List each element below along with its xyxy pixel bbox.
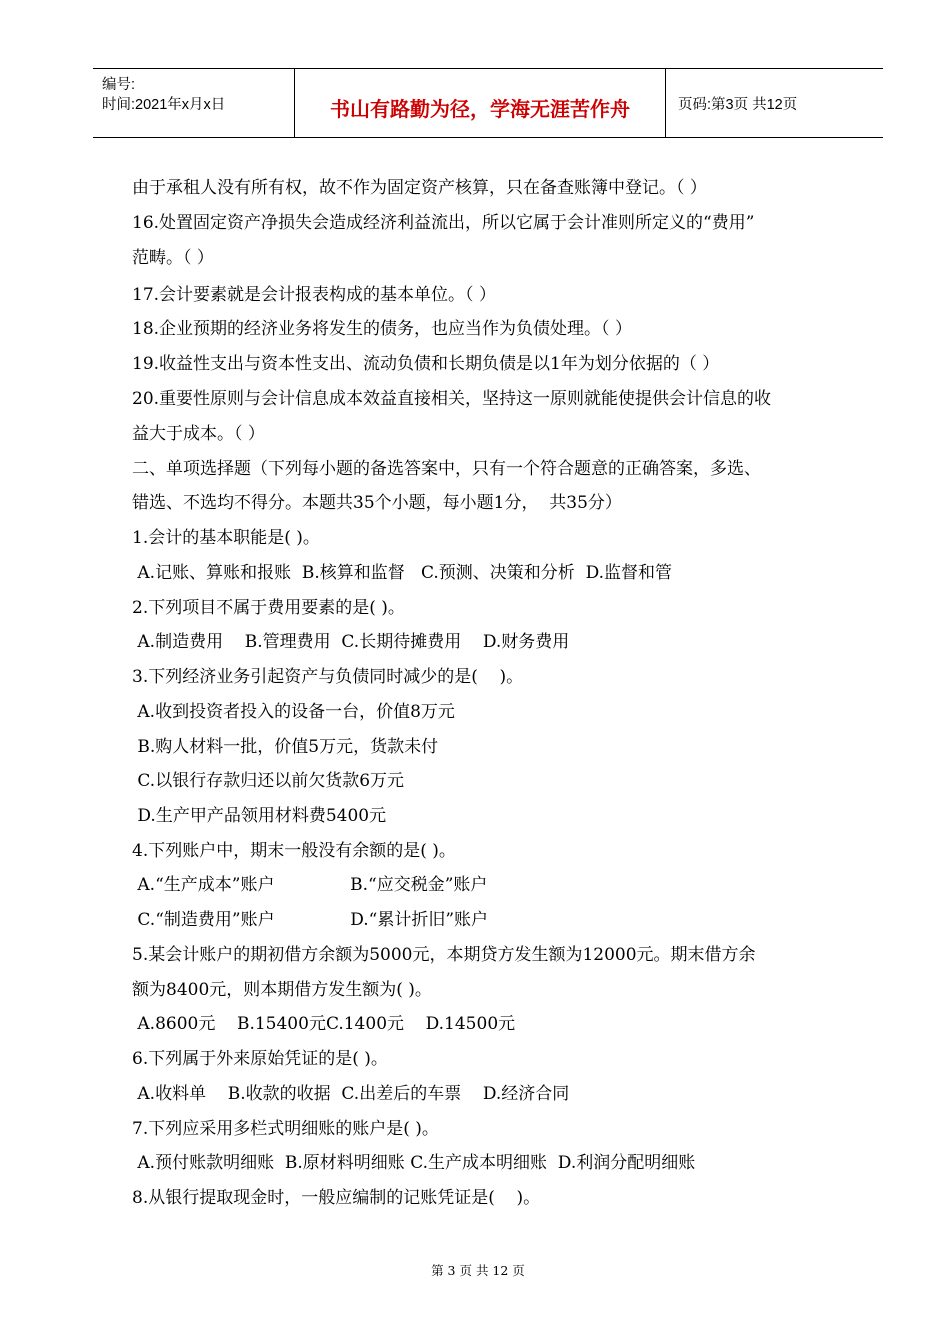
- answer-options: A.收料单 B.收款的收据 C.出差后的车票 D.经济合同: [132, 1084, 570, 1104]
- text-line: 16.处置固定资产净损失会造成经济利益流出，所以它属于会计准则所定义的“费用”: [132, 213, 755, 233]
- answer-option: B.购人材料一批，价值5万元，货款未付: [132, 737, 439, 757]
- header-page-number: 页码:第3页 共12页: [678, 97, 798, 113]
- question-stem: 2.下列项目不属于费用要素的是( )。: [132, 598, 405, 618]
- answer-options: A.“生产成本”账户 B.“应交税金”账户: [132, 875, 488, 895]
- text-line: 18.企业预期的经济业务将发生的债务，也应当作为负债处理。（ ）: [132, 319, 632, 339]
- answer-option: A.收到投资者投入的设备一台，价值8万元: [132, 702, 455, 722]
- document-number-label: 编号:: [102, 77, 136, 93]
- answer-options: C.“制造费用”账户 D.“累计折旧”账户: [132, 910, 489, 930]
- answer-options: A.预付账款明细账 B.原材料明细账 C.生产成本明细账 D.利润分配明细账: [132, 1153, 696, 1173]
- question-stem: 4.下列账户中，期末一般没有余额的是( )。: [132, 841, 456, 861]
- question-stem: 3.下列经济业务引起资产与负债同时减少的是( )。: [132, 667, 524, 687]
- text-line: 20.重要性原则与会计信息成本效益直接相关，坚持这一原则就能使提供会计信息的收: [132, 389, 772, 409]
- text-line: 由于承租人没有所有权，故不作为固定资产核算，只在备查账簿中登记。（ ）: [132, 178, 707, 198]
- answer-option: C.以银行存款归还以前欠货款6万元: [132, 771, 405, 791]
- answer-options: A.8600元 B.15400元C.1400元 D.14500元: [132, 1014, 516, 1034]
- document-time-label: 时间:2021年x月x日: [102, 97, 226, 113]
- answer-options: A.记账、算账和报账 B.核算和监督 C.预测、决策和分析 D.监督和管: [132, 563, 673, 583]
- text-line: 17.会计要素就是会计报表构成的基本单位。（ ）: [132, 285, 496, 305]
- page-footer: [0, 1246, 950, 1294]
- text-line: 益大于成本。（ ）: [132, 424, 265, 444]
- question-stem: 8.从银行提取现金时，一般应编制的记账凭证是( )。: [132, 1188, 541, 1208]
- question-stem: 7.下列应采用多栏式明细账的账户是( )。: [132, 1119, 439, 1139]
- answer-option: D.生产甲产品领用材料费5400元: [132, 806, 387, 826]
- answer-options: A.制造费用 B.管理费用 C.长期待摊费用 D.财务费用: [132, 632, 570, 652]
- question-stem: 额为8400元，则本期借方发生额为( )。: [132, 980, 432, 1000]
- header-motto: 书山有路勤为径，学海无涯苦作舟: [330, 97, 630, 121]
- text-line: 范畴。（ ）: [132, 248, 214, 268]
- text-line: 19.收益性支出与资本性支出、流动负债和长期负债是以1年为划分依据的（ ）: [132, 354, 720, 374]
- question-stem: 5.某会计账户的期初借方余额为5000元，本期贷方发生额为12000元。期末借方余: [132, 945, 756, 965]
- footer-page-number: 第 3 页 共 12 页: [431, 1263, 525, 1278]
- question-stem: 1.会计的基本职能是( )。: [132, 528, 320, 548]
- question-stem: 6.下列属于外来原始凭证的是( )。: [132, 1049, 388, 1069]
- section-heading: 错选、不选均不得分。本题共35个小题，每小题1分， 共35分）: [132, 493, 622, 513]
- section-heading: 二、单项选择题（下列每小题的备选答案中，只有一个符合题意的正确答案，多选、: [132, 459, 761, 479]
